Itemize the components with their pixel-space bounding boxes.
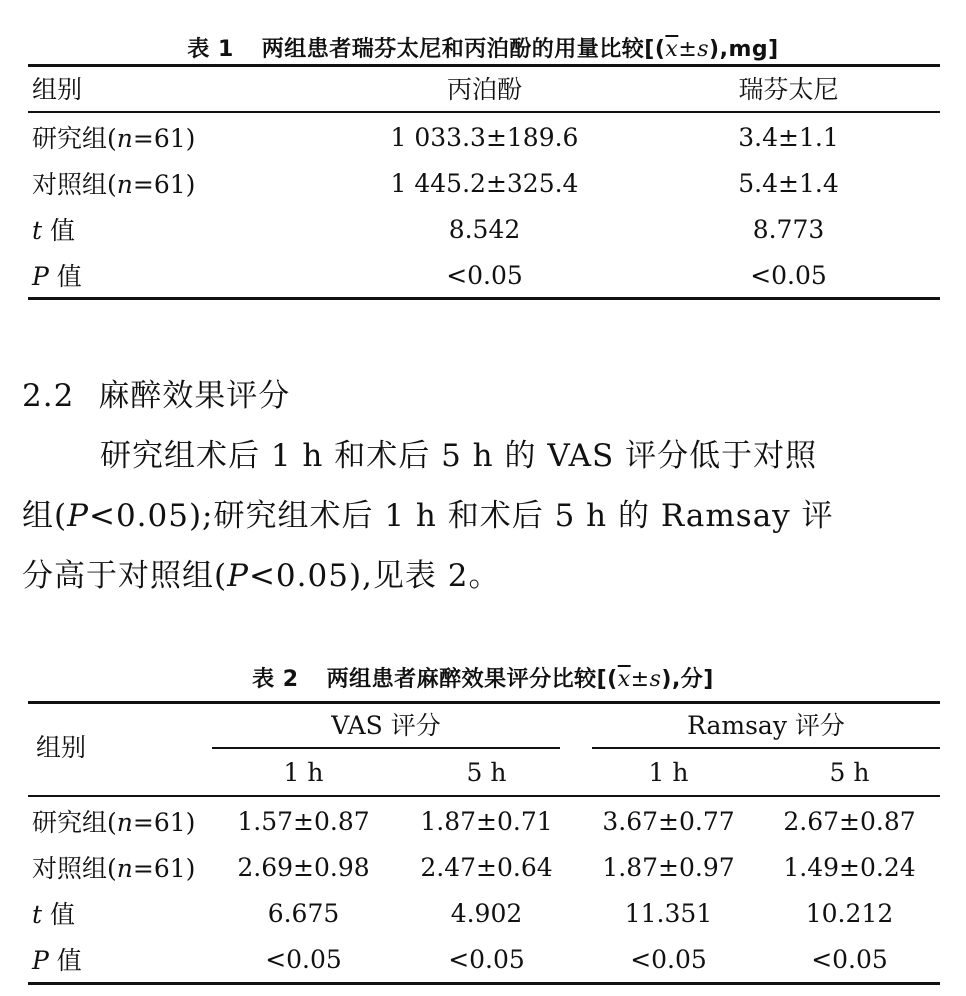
section-heading xyxy=(22,370,290,415)
cell-remifentanil: 3.4±1.1 xyxy=(738,122,839,152)
cell-vas-1h: 6.675 xyxy=(267,898,340,928)
table1-header-remifentanil: 瑞芬太尼 xyxy=(738,75,839,104)
table2-caption-mean-symbol: $\overline{x}$ xyxy=(617,667,631,692)
row-label: 对照组(n=61) xyxy=(32,854,196,883)
cell-ramsay-5h: 10.212 xyxy=(805,898,894,928)
table2-subheader-vas-5h: 5 h xyxy=(466,758,507,787)
cell-remifentanil: <0.05 xyxy=(750,260,827,290)
table2-caption-unit: ),分] xyxy=(661,667,714,692)
row-label: P 值 xyxy=(32,946,82,975)
cell-ramsay-5h: 2.67±0.87 xyxy=(783,806,916,836)
cell-ramsay-5h: <0.05 xyxy=(811,944,888,974)
table2-header-group: 组别 xyxy=(36,733,87,762)
cell-vas-5h: 1.87±0.71 xyxy=(420,806,553,836)
paragraph-line-3: 分高于对照组(P<0.05),见表 2。 xyxy=(22,558,501,594)
table1-caption-unit: ),mg] xyxy=(709,37,779,62)
table1-caption xyxy=(0,32,966,63)
table1-header xyxy=(32,65,940,111)
cell-vas-5h: 2.47±0.64 xyxy=(420,852,553,882)
row-label: 对照组(n=61) xyxy=(32,170,196,199)
row-label: t 值 xyxy=(32,900,75,929)
table2-subheader-vas-1h: 1 h xyxy=(283,758,324,787)
cell-ramsay-5h: 1.49±0.24 xyxy=(783,852,916,882)
row-label: t 值 xyxy=(32,216,75,245)
cell-propofol: 8.542 xyxy=(448,214,521,244)
cell-propofol: <0.05 xyxy=(446,260,523,290)
table2-header-rule xyxy=(28,795,940,797)
row-label: 研究组(n=61) xyxy=(32,808,196,837)
table1-header-propofol: 丙泊酚 xyxy=(446,75,522,104)
table1-caption-text: 两组患者瑞芬太尼和丙泊酚的用量比较[( xyxy=(261,37,666,62)
table2-caption-number: 表 2 xyxy=(252,667,299,692)
table-row xyxy=(32,206,940,252)
cell-vas-1h: <0.05 xyxy=(265,944,342,974)
cell-propofol: 1 445.2±325.4 xyxy=(390,168,579,198)
table2-caption-text: 两组患者麻醉效果评分比较[( xyxy=(326,667,618,692)
table2-bottom-rule xyxy=(28,982,940,985)
cell-ramsay-1h: 3.67±0.77 xyxy=(602,806,735,836)
table1-caption-number: 表 1 xyxy=(187,37,234,62)
table1-caption-sd-symbol: s xyxy=(697,37,710,62)
table1-caption-mean-symbol: $\overline{x}$ xyxy=(665,37,679,62)
table-row xyxy=(32,890,940,936)
table2-caption-sd-symbol: s xyxy=(649,667,662,692)
table1-body xyxy=(32,114,940,298)
paragraph-line-2: 组(P<0.05);研究组术后 1 h 和术后 5 h 的 Ramsay 评 xyxy=(22,498,834,534)
cell-propofol: 1 033.3±189.6 xyxy=(390,122,579,152)
table2-subheader-ramsay-5h: 5 h xyxy=(829,758,870,787)
table2-caption xyxy=(0,662,966,693)
table2-header-ramsay: Ramsay 评分 xyxy=(687,711,845,740)
section-number: 2.2 xyxy=(22,378,75,414)
table2-caption-pm: ± xyxy=(630,667,650,692)
cell-vas-1h: 2.69±0.98 xyxy=(237,852,370,882)
table1-bottom-rule xyxy=(28,297,940,300)
table1-caption-pm: ± xyxy=(678,37,698,62)
table-row xyxy=(32,114,940,160)
table-row xyxy=(32,936,940,982)
table2-vas-underline xyxy=(212,747,560,749)
table-row xyxy=(32,798,940,844)
row-label: P 值 xyxy=(32,262,82,291)
cell-remifentanil: 8.773 xyxy=(752,214,825,244)
section-title: 麻醉效果评分 xyxy=(98,378,291,414)
table1-header-row xyxy=(32,65,940,111)
cell-ramsay-1h: 11.351 xyxy=(624,898,713,928)
table1-header-rule xyxy=(28,111,940,113)
table2-top-rule xyxy=(28,701,940,704)
cell-ramsay-1h: <0.05 xyxy=(630,944,707,974)
cell-vas-1h: 1.57±0.87 xyxy=(237,806,370,836)
table-row xyxy=(32,844,940,890)
table2-body xyxy=(32,798,940,982)
cell-vas-5h: <0.05 xyxy=(448,944,525,974)
table2-ramsay-underline xyxy=(592,747,940,749)
cell-vas-5h: 4.902 xyxy=(450,898,523,928)
paragraph-line-1: 研究组术后 1 h 和术后 5 h 的 VAS 评分低于对照 xyxy=(100,438,818,474)
table2-header-vas: VAS 评分 xyxy=(331,711,441,740)
table-row xyxy=(32,160,940,206)
table1-header-group: 组别 xyxy=(32,75,83,104)
cell-remifentanil: 5.4±1.4 xyxy=(738,168,839,198)
table-row xyxy=(32,252,940,298)
table2-subheader-ramsay-1h: 1 h xyxy=(648,758,689,787)
row-label: 研究组(n=61) xyxy=(32,124,196,153)
cell-ramsay-1h: 1.87±0.97 xyxy=(602,852,735,882)
